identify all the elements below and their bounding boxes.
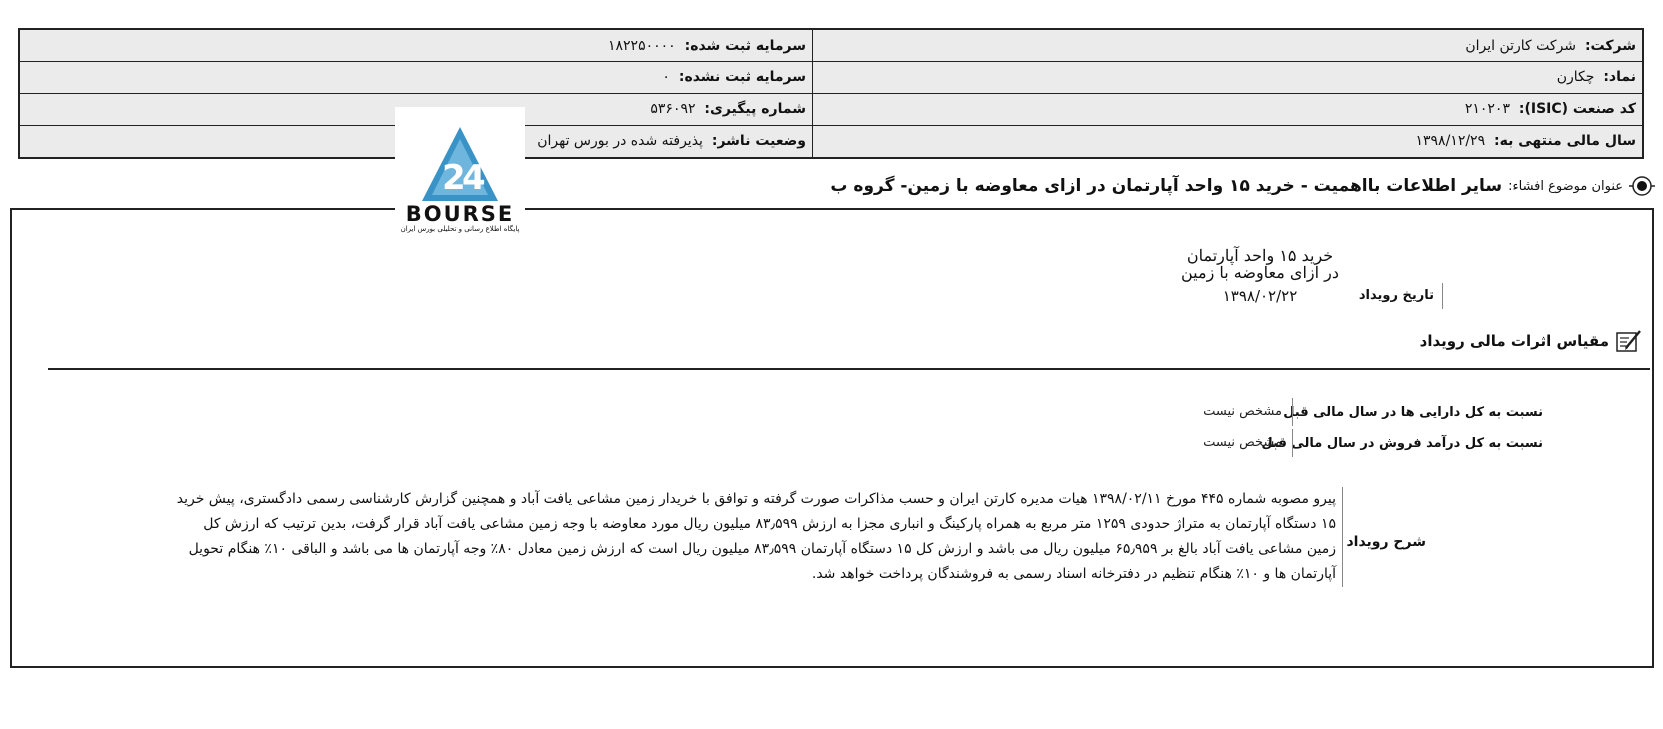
location-pin-icon	[1629, 173, 1655, 199]
edit-note-icon	[1615, 328, 1643, 354]
event-date-label: تاریخ رویداد	[1359, 283, 1443, 309]
event-title-line: در ازای معاوضه با زمین	[1180, 263, 1340, 282]
registered-capital-label: سرمایه ثبت شده:	[684, 37, 806, 54]
symbol-cell	[813, 62, 1644, 94]
publisher-status-value: پذیرفته شده در بورس تهران	[537, 133, 703, 150]
symbol-label: نماد:	[1603, 69, 1636, 86]
company-info-row	[19, 29, 1643, 62]
event-description	[140, 487, 1343, 587]
tracking-number-label: شماره پیگیری:	[704, 101, 806, 118]
unregistered-capital-value: ۰	[662, 69, 670, 86]
tracking-number-value: ۵۳۶۰۹۲	[650, 101, 696, 118]
company-info-table	[18, 28, 1644, 159]
company-name-cell	[813, 29, 1644, 62]
publisher-status-label: وضعیت ناشر:	[711, 133, 806, 150]
bourse24-logo-icon	[420, 125, 500, 203]
company-info-row	[19, 62, 1643, 94]
description-line: زمین مشاعی یافت آباد بالغ بر ۶۵٫۹۵۹ میلیون ریال می باشد و ارزش کل ۱۵ دستگاه آپارتمان ۸۳٫۵۹۹ میلیون ریال است که ارزش زمین معادل ۸۰٪ وجه آپارتمان ها می باشد و الباقی ۱۰٪ هنگام تحویل	[188, 541, 1336, 557]
subject-label: عنوان موضوع افشاء:	[1508, 178, 1623, 194]
bourse-logo	[395, 107, 525, 233]
logo-tagline: پایگاه اطلاع رسانی و تحلیلی بورس ایران	[400, 225, 520, 233]
fiscal-year-value: ۱۳۹۸/۱۲/۲۹	[1415, 133, 1486, 150]
ratio-label: نسبت به کل دارایی ها در سال مالی قبل	[1283, 404, 1543, 420]
event-title-line: خرید ۱۵ واحد آپارتمان	[1186, 246, 1334, 265]
logo-brand-text: BOURSE	[405, 202, 515, 226]
registered-capital-cell	[19, 29, 813, 62]
industry-code-cell	[813, 93, 1644, 125]
description-line: پیرو مصوبه شماره ۴۴۵ مورخ ۱۳۹۸/۰۲/۱۱ هیات مدیره کارتن ایران و حسب مذاکرات صورت گرفته و توافق با خریدار زمین مشاعی یافت آباد و همچنین گزارش کارشناسی رسمی دادگستری، پیش خرید	[176, 491, 1336, 507]
ratio-row-sales	[1203, 429, 1543, 457]
svg-text:2: 2	[442, 158, 466, 198]
unregistered-capital-cell	[19, 62, 813, 94]
financial-impact-heading	[1420, 328, 1643, 354]
ratio-row-assets	[1203, 398, 1543, 426]
section-divider	[48, 368, 1650, 370]
description-line: آپارتمان ها و ۱۰٪ هنگام تنظیم در دفترخانه اسناد رسمی به فروشندگان پرداخت خواهد شد.	[811, 566, 1336, 582]
ratio-value: مشخص نیست	[1203, 429, 1293, 457]
unregistered-capital-label: سرمایه ثبت نشده:	[678, 69, 806, 86]
industry-code-label: کد صنعت (ISIC):	[1518, 101, 1636, 118]
fiscal-year-cell	[813, 125, 1644, 158]
event-date: ۱۳۹۸/۰۲/۲۲	[1222, 287, 1298, 305]
svg-text:4: 4	[462, 158, 486, 198]
industry-code-value: ۲۱۰۲۰۳	[1464, 101, 1510, 118]
disclosure-subject	[830, 172, 1655, 200]
description-line: ۱۵ دستگاه آپارتمان به متراژ حدودی ۱۲۵۹ متر مربع به همراه پارکینگ و انباری مجزا به ارزش ۸۳٫۵۹۹ میلیون ریال مورد معاوضه با وجه زمین مشاعی یافت آباد قرار گرفت، بدین ترتیب که ارزش کل	[203, 516, 1336, 532]
subject-value: سایر اطلاعات بااهمیت - خرید ۱۵ واحد آپارتمان در ازای معاوضه با زمین- گروه ب	[830, 176, 1503, 196]
company-info-row	[19, 93, 1643, 125]
fiscal-year-label: سال مالی منتهی به:	[1494, 133, 1636, 150]
symbol-value: چکارن	[1556, 69, 1595, 86]
registered-capital-value: ۱۸۲۲۵۰۰۰۰	[608, 37, 676, 54]
financial-impact-title: مقیاس اثرات مالی رویداد	[1419, 332, 1609, 350]
event-description-label: شرح رویداد	[1346, 534, 1426, 550]
company-name-value: شرکت کارتن ایران	[1465, 37, 1577, 54]
ratio-label: نسبت به کل درآمد فروش در سال مالی قبل	[1261, 435, 1543, 451]
company-info-row	[19, 125, 1643, 158]
ratio-value: مشخص نیست	[1203, 398, 1293, 426]
company-name-label: شرکت:	[1584, 37, 1636, 54]
event-title	[1180, 247, 1340, 281]
